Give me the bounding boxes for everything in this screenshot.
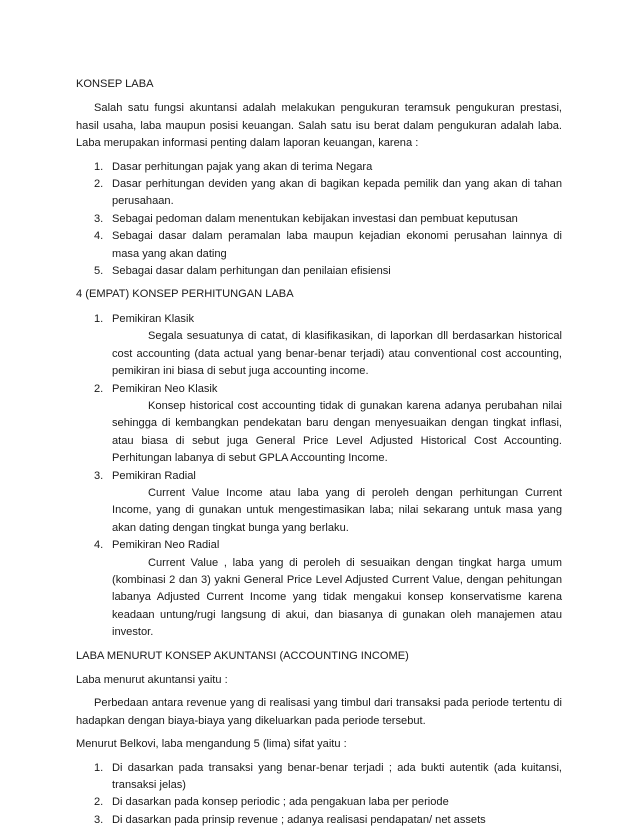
list-text: Dasar perhitungan deviden yang akan di bagikan kepada pemilik dan yang akan di tahan perusahaan. [112, 178, 562, 208]
list-number: 1. [94, 160, 104, 173]
list-text: Di dasarkan pada transaksi yang benar-benar terjadi ; ada bukti autentik (ada kuitansi, transaksi jelas) [112, 761, 562, 792]
concept-body: Konsep historical cost accounting tidak di gunakan karena adanya perubahan nilai sehingga di kembangkan pendekatan baru dengan menyesuaikan dengan tingkat inflasi, atau biasa di sebut juga General Price Level Adjusted Historical Cost Accounting. Perhitungan labanya di sebut GPLA Accounting Income. [112, 399, 562, 465]
list-item [76, 159, 562, 176]
list-number: 2. [94, 796, 104, 809]
section4-lead: Menurut Belkovi, laba mengandung 5 (lima) sifat yaitu : [76, 738, 347, 751]
list-number: 2. [94, 382, 104, 395]
section-title-konsep-laba: KONSEP LABA [76, 78, 154, 90]
list-number: 4. [94, 230, 104, 243]
concept-title: Pemikiran Neo Klasik [112, 382, 218, 395]
list-number: 2. [94, 178, 104, 191]
list-item [76, 468, 562, 538]
list-item [76, 263, 562, 280]
section3-lead: Laba menurut akuntansi yaitu : [76, 674, 228, 686]
list-item [76, 228, 562, 263]
section-title-konsep-perhitungan: 4 (EMPAT) KONSEP PERHITUNGAN LABA [76, 288, 294, 301]
list-text: Dasar perhitungan pajak yang akan di terima Negara [112, 160, 373, 173]
list-item [76, 311, 562, 381]
list-item [76, 381, 562, 468]
list-text: Sebagai dasar dalam perhitungan dan penilaian efisiensi [112, 265, 391, 278]
list-number: 5. [94, 265, 104, 278]
list-number: 3. [94, 212, 104, 225]
list-number: 4. [94, 539, 104, 552]
section3-paragraph: Perbedaan antara revenue yang di realisasi yang timbul dari transaksi pada periode tertentu di hadapkan dengan biaya-biaya yang dikeluarkan pada periode tersebut. [76, 697, 562, 727]
list-number: 3. [94, 813, 104, 826]
list-text: Di dasarkan pada konsep periodic ; ada pengakuan laba per periode [112, 796, 449, 809]
document-body [76, 76, 562, 835]
properties-list [76, 760, 562, 830]
list-text: Sebagai pedoman dalam menentukan kebijakan investasi dan pembuat keputusan [112, 212, 518, 225]
list-item [76, 794, 562, 811]
intro-paragraph: Salah satu fungsi akuntansi adalah melakukan pengukuran teramsuk pengukuran prestasi, hasil usaha, laba maupun posisi keuangan. Salah satu isu berat dalam pengukuran adalah laba. Laba merupakan informasi penting dalam laporan keuangan, karena : [76, 102, 562, 150]
concept-title: Pemikiran Klasik [112, 312, 194, 325]
list-item [76, 176, 562, 211]
reasons-list [76, 159, 562, 281]
concept-body: Segala sesuatunya di catat, di klasifikasikan, di laporkan dll berdasarkan historical cost accounting (data actual yang benar-benar terjadi) atau conventional cost accounting, pemikiran ini biasa di sebut juga accounting income. [112, 330, 562, 378]
concept-title: Pemikiran Radial [112, 469, 196, 482]
list-number: 3. [94, 469, 104, 482]
concept-body: Current Value , laba yang di peroleh di sesuaikan dengan tingkat harga umum (kombinasi 2 dan 3) yakni General Price Level Adjusted Current Value, dengan pehitungan labanya Adjusted Current Income yang tidak mengakui konsep konservatisme karena keadaan untung/rugi langsung di akui, dan biasanya di gunakan oleh manajemen atau investor. [112, 556, 562, 639]
list-item [76, 812, 562, 829]
concept-body: Current Value Income atau laba yang di peroleh dengan perhitungan Current Income, yang di gunakan untuk mengestimasikan laba; nilai sekarang untuk masa yang akan dating dengan tingkat bunga yang berlaku. [112, 486, 562, 534]
list-text: Sebagai dasar dalam peramalan laba maupun kejadian ekonomi perusahan lainnya di masa yang akan dating [112, 230, 562, 260]
list-item [76, 211, 562, 228]
list-item [76, 537, 562, 641]
concepts-list [76, 311, 562, 642]
list-item [76, 760, 562, 795]
list-number: 1. [94, 761, 104, 774]
section-title-accounting-income: LABA MENURUT KONSEP AKUNTANSI (ACCOUNTING INCOME) [76, 649, 409, 662]
list-number: 1. [94, 312, 104, 325]
concept-title: Pemikiran Neo Radial [112, 539, 220, 552]
list-text: Di dasarkan pada prinsip revenue ; adanya realisasi pendapatan/ net assets [112, 813, 486, 826]
